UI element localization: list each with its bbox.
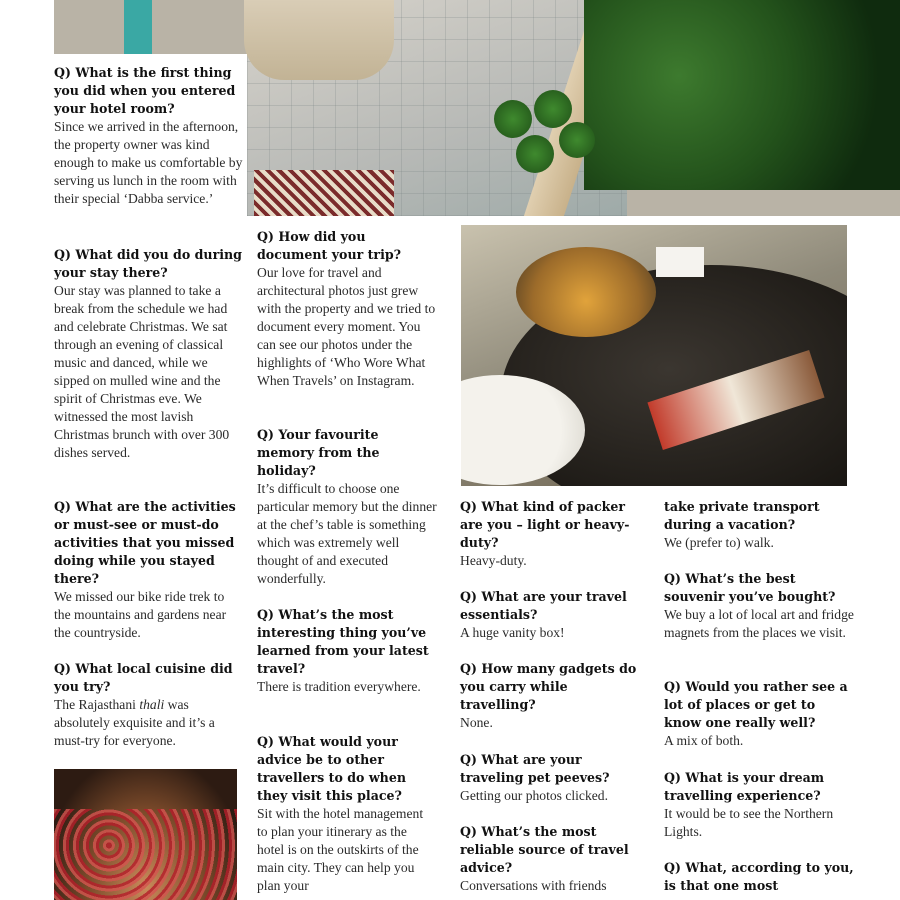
question: Q) What did you do during your stay there? [54,247,242,280]
qa-pet-peeves [460,751,640,805]
answer: The Rajasthani thali was absolutely exquisite and it’s a must-try for everyone. [54,697,215,748]
question: Q) How many gadgets do you carry while travelling? [460,661,637,712]
question: Q) How did you document your trip? [257,229,402,262]
answer: Getting our photos clicked. [460,788,608,803]
question: Q) What’s the best souvenir you’ve bought? [664,571,836,604]
answer: Our stay was planned to take a break from the schedule we had and celebrate Christmas. We sat through an evening of classical music and danced, while we sipped on mulled wine and the spirit of Christmas eve. We witnessed the most lavish Christmas brunch with over 300 dishes served. [54,283,230,460]
qa-interesting-learned [257,606,437,696]
answer: There is tradition everywhere. [257,679,421,694]
question: Q) What is the first thing you did when you entered your hotel room? [54,65,236,116]
qa-souvenir [664,570,854,642]
dining-table-photo [461,225,847,486]
answer: It would be to see the Northern Lights. [664,806,834,839]
qa-gadgets [460,660,640,732]
qa-first-thing [54,64,244,208]
question: Q) What are your travel essentials? [460,589,627,622]
question: Q) What, according to you, is that one most [664,860,854,893]
question: Q) What are your traveling pet peeves? [460,752,610,785]
qa-stay-activities [54,246,244,462]
answer: We (prefer to) walk. [664,535,774,550]
answer: It’s difficult to choose one particular memory but the dinner at the chef’s table is something which was extremely well thought of and executed wonderfully. [257,481,437,586]
qa-advice [257,733,437,895]
qa-document-trip [257,228,437,390]
question: Q) What kind of packer are you – light or heavy-duty? [460,499,630,550]
answer: A huge vanity box! [460,625,565,640]
question: Q) What are the activities or must-see or must-do activities that you missed doing while you stayed there? [54,499,236,586]
answer: None. [460,715,493,730]
answer: Since we arrived in the afternoon, the property owner was kind enough to make us comfortable by serving us lunch in the room with their special ‘Dabba service.’ [54,119,243,206]
qa-favourite-memory [257,426,437,588]
qa-local-cuisine [54,660,244,750]
answer: Sit with the hotel management to plan your itinerary as the hotel is on the outskirts of the main city. They can help you plan your [257,806,424,893]
qa-transport [664,498,854,552]
answer: Heavy-duty. [460,553,527,568]
feast-table-photo [54,769,237,900]
answer: Conversations with friends [460,878,607,893]
qa-missed-activities [54,498,244,642]
answer: A mix of both. [664,733,744,748]
question: Q) What’s the most interesting thing you’ve learned from your latest travel? [257,607,429,676]
emphasis: thali [139,697,165,712]
answer: We buy a lot of local art and fridge magnets from the places we visit. [664,607,854,640]
question: Q) Your favourite memory from the holiday? [257,427,380,478]
qa-packer [460,498,640,570]
question: Q) What is your dream travelling experience? [664,770,825,803]
qa-essentials [460,588,640,642]
answer: Our love for travel and architectural photos just grew with the property and we tried to document every moment. You can see our photos under the highlights of ‘Who Wore What When Travels’ on Instagram. [257,265,436,388]
question: take private transport during a vacation? [664,499,820,532]
qa-one-most [664,859,854,895]
question: Q) What local cuisine did you try? [54,661,233,694]
qa-travel-advice-source [460,823,640,895]
question: Q) Would you rather see a lot of places or get to know one really well? [664,679,848,730]
answer: We missed our bike ride trek to the mountains and gardens near the countryside. [54,589,227,640]
question: Q) What’s the most reliable source of travel advice? [460,824,629,875]
qa-dream-experience [664,769,854,841]
question: Q) What would your advice be to other travellers to do when they visit this place? [257,734,406,803]
qa-places [664,678,854,750]
